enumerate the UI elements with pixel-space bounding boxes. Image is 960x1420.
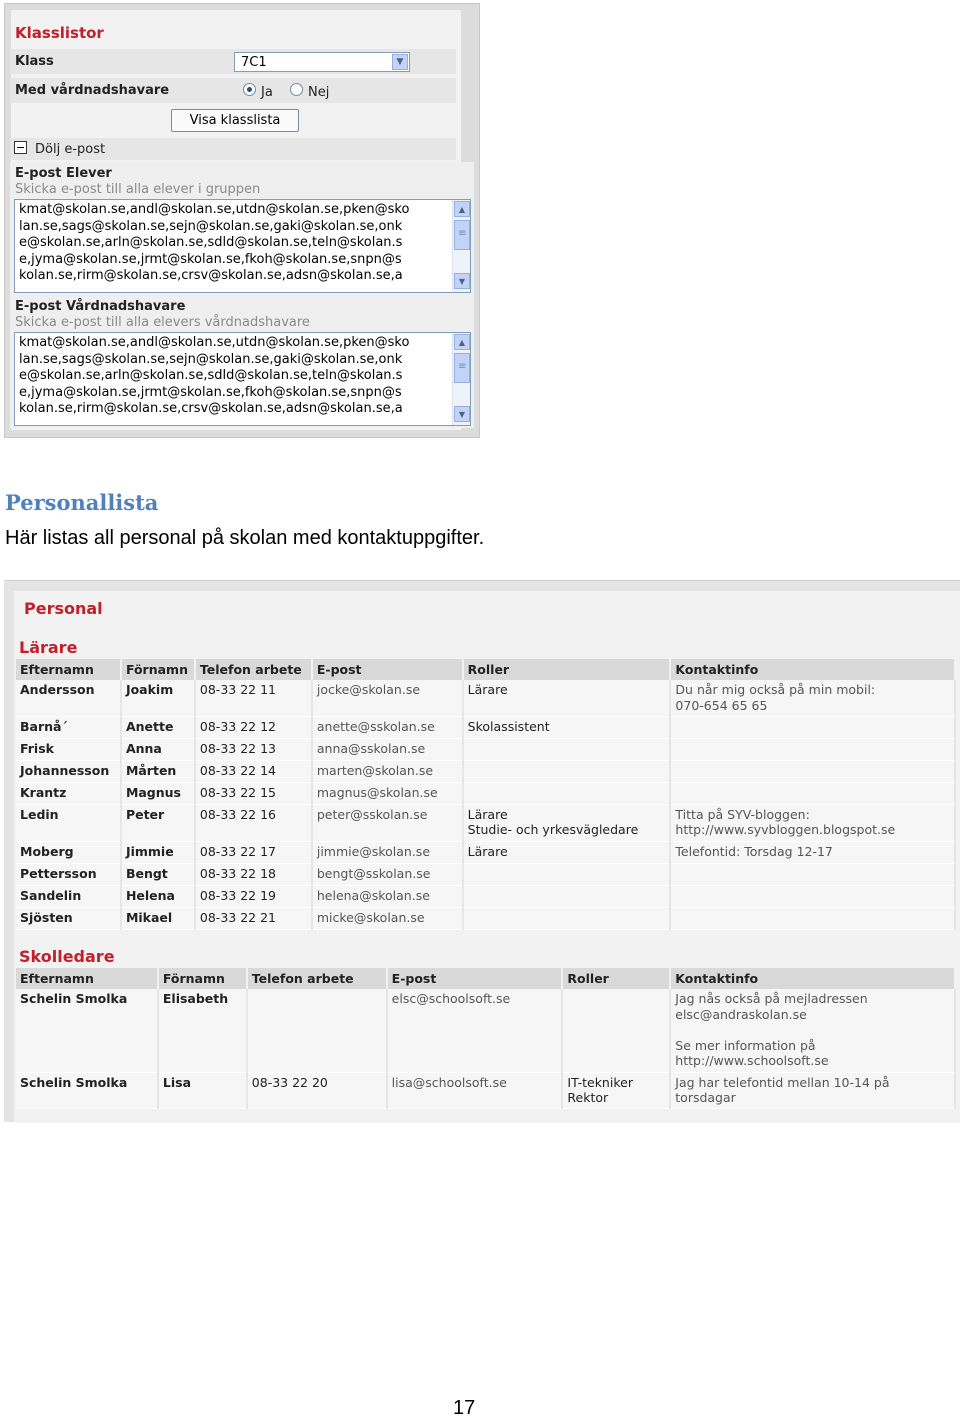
contact-info-cell [670, 738, 955, 760]
roles-cell [463, 841, 671, 863]
guardians-email-text: kmat@skolan.se,andl@skolan.se,utdn@skolan.se,pken@sko lan.se,sags@skolan.se,sejn@skolan.se,gaki@skolan.se,onk e@skolan.se,arln@skolan.se,sdld@skolan.se,teln@skolan.s e,jyma@skolan.se,jrmt@skolan.se,fkoh@skolan.se,snpn@s kolan.se,rirm@skolan.se,crsv@skolan.se,adsn@skolan.se,a [19, 335, 410, 416]
klass-label: Klass [15, 54, 54, 69]
roles-cell [463, 863, 671, 885]
column-header: Telefon arbete [195, 659, 312, 680]
contact-info-cell [670, 885, 955, 907]
contact-info-cell [670, 760, 955, 782]
table-row [16, 1072, 955, 1108]
email-cell[interactable] [312, 738, 463, 760]
teachers-title: Lärare [19, 638, 78, 657]
first-name-cell-text: Peter [125, 806, 165, 822]
contact-info-cell [670, 804, 955, 841]
roles-cell [463, 804, 671, 841]
hide-email-link[interactable]: Dölj e-post [35, 142, 106, 157]
email-cell[interactable] [312, 716, 463, 738]
first-name-cell [121, 782, 195, 804]
last-name-cell-text: Moberg [20, 843, 74, 859]
email-cell[interactable] [312, 760, 463, 782]
contact-info-cell [670, 1072, 955, 1108]
scroll-up-icon[interactable]: ▲ [454, 201, 470, 217]
email-cell[interactable] [312, 782, 463, 804]
first-name-cell-text: Helena [125, 887, 175, 903]
first-name-cell [121, 716, 195, 738]
contact-info-cell [670, 782, 955, 804]
students-email-subtitle[interactable]: Skicka e-post till alla elever i gruppen [15, 182, 261, 197]
column-header: Kontaktinfo [670, 659, 955, 680]
first-name-cell [121, 804, 195, 841]
email-cell[interactable] [387, 1072, 563, 1108]
guardians-email-title: E-post Vårdnadshavare [15, 299, 186, 314]
guardians-email-subtitle[interactable]: Skicka e-post till alla elevers vårdnadshavare [15, 315, 310, 330]
email-cell[interactable] [312, 680, 463, 716]
collapse-icon[interactable] [14, 141, 27, 154]
email-cell[interactable] [312, 907, 463, 929]
column-header: Telefon arbete [247, 968, 387, 989]
email-cell-text: jimmie@skolan.se [316, 843, 431, 859]
table-row [16, 782, 955, 804]
contact-info-cell-text: Telefontid: Torsdag 12-17 [675, 843, 833, 859]
last-name-cell-text: Sandelin [20, 887, 82, 903]
phone-cell-text: 08-33 22 15 [199, 784, 276, 800]
teachers-table [16, 659, 956, 930]
roles-cell [463, 760, 671, 782]
roles-cell [463, 716, 671, 738]
email-cell[interactable] [312, 863, 463, 885]
last-name-cell [16, 760, 121, 782]
email-cell-text: micke@skolan.se [316, 909, 425, 925]
scrollbar[interactable] [452, 333, 470, 425]
first-name-cell-text: Bengt [125, 865, 168, 881]
roles-cell [562, 1072, 670, 1108]
first-name-cell-text: Joakim [125, 682, 174, 697]
last-name-cell-text: Frisk [20, 740, 54, 756]
last-name-cell-text: Schelin Smolka [20, 991, 128, 1006]
roles-cell-text: Lärare Studie- och yrkesvägledare [467, 806, 639, 837]
roles-cell [463, 885, 671, 907]
email-cell[interactable] [312, 885, 463, 907]
last-name-cell [16, 738, 121, 760]
contact-info-cell [670, 989, 955, 1072]
roles-cell-text: IT-tekniker Rektor [567, 1074, 633, 1105]
first-name-cell [121, 885, 195, 907]
email-cell-text: peter@sskolan.se [316, 806, 428, 822]
phone-cell-text: 08-33 22 13 [199, 740, 276, 756]
students-email-textarea[interactable] [14, 199, 471, 293]
contact-info-cell-text: Jag nås också på mejladressen elsc@andraskolan.se Se mer information på http://www.schoolsoft.se [675, 991, 868, 1068]
phone-cell-text: 08-33 22 17 [199, 843, 276, 859]
first-name-cell-text: Magnus [125, 784, 181, 800]
first-name-cell-text: Lisa [162, 1074, 191, 1090]
first-name-cell [121, 841, 195, 863]
email-cell[interactable] [387, 989, 563, 1072]
first-name-cell-text: Jimmie [125, 843, 174, 859]
first-name-cell [121, 760, 195, 782]
phone-cell-text: 08-33 22 14 [199, 762, 276, 778]
contact-info-cell-text: Jag har telefontid mellan 10-14 på torsdagar [675, 1074, 890, 1105]
first-name-cell-text: Mikael [125, 909, 173, 925]
column-header: Efternamn [16, 659, 121, 680]
last-name-cell [16, 841, 121, 863]
table-row [16, 716, 955, 738]
phone-cell [247, 1072, 387, 1108]
principals-table [16, 968, 956, 1109]
contact-info-cell-text: Titta på SYV-bloggen: http://www.syvbloggen.blogspot.se [675, 806, 896, 837]
table-row [16, 885, 955, 907]
radio-yes[interactable] [243, 83, 256, 96]
last-name-cell-text: Ledin [20, 806, 59, 822]
roles-cell [463, 738, 671, 760]
last-name-cell [16, 907, 121, 929]
phone-cell [195, 680, 312, 716]
roles-cell [463, 680, 671, 716]
phone-cell [195, 782, 312, 804]
radio-no[interactable] [290, 83, 303, 96]
first-name-cell-text: Anna [125, 740, 162, 756]
last-name-cell [16, 885, 121, 907]
phone-cell-text: 08-33 22 21 [199, 909, 276, 925]
scroll-up-icon[interactable]: ▲ [454, 334, 470, 350]
email-cell[interactable] [312, 841, 463, 863]
klass-select[interactable] [234, 52, 410, 72]
phone-cell [195, 863, 312, 885]
contact-info-cell [670, 680, 955, 716]
email-cell[interactable] [312, 804, 463, 841]
contact-info-cell [670, 863, 955, 885]
phone-cell-text: 08-33 22 18 [199, 865, 276, 881]
phone-cell-text: 08-33 22 11 [199, 682, 276, 697]
roles-cell-text: Lärare [467, 843, 508, 859]
first-name-cell [121, 907, 195, 929]
first-name-cell-text: Elisabeth [162, 991, 229, 1006]
last-name-cell-text: Sjösten [20, 909, 73, 925]
scroll-thumb[interactable] [454, 220, 470, 250]
roles-cell-text: Skolassistent [467, 718, 550, 734]
phone-cell [195, 804, 312, 841]
column-header: Förnamn [121, 659, 195, 680]
last-name-cell [16, 782, 121, 804]
page-number: 17 [453, 1397, 476, 1419]
show-class-list-button[interactable]: Visa klasslista [171, 109, 299, 132]
phone-cell [195, 738, 312, 760]
phone-cell [195, 841, 312, 863]
last-name-cell-text: Krantz [20, 784, 67, 800]
phone-cell [195, 760, 312, 782]
email-cell-text: anna@sskolan.se [316, 740, 426, 756]
last-name-cell [16, 989, 158, 1072]
last-name-cell-text: Barnå´ [20, 718, 68, 734]
first-name-cell-text: Anette [125, 718, 174, 734]
last-name-cell [16, 863, 121, 885]
table-row [16, 863, 955, 885]
last-name-cell-text: Pettersson [20, 865, 97, 881]
email-cell-text: helena@skolan.se [316, 887, 430, 903]
last-name-cell-text: Schelin Smolka [20, 1074, 128, 1090]
phone-cell-text: 08-33 22 16 [199, 806, 276, 822]
phone-cell-text: 08-33 22 19 [199, 887, 276, 903]
last-name-cell-text: Andersson [20, 682, 95, 697]
personal-title: Personal [24, 599, 103, 618]
table-row [16, 989, 955, 1072]
email-cell-text: marten@skolan.se [316, 762, 434, 778]
phone-cell-text: 08-33 22 20 [251, 1074, 328, 1090]
phone-cell [247, 989, 387, 1072]
contact-info-cell-text: Du når mig också på min mobil: 070-654 65 65 [675, 682, 876, 713]
last-name-cell [16, 804, 121, 841]
column-header: Roller [562, 968, 670, 989]
first-name-cell [158, 989, 247, 1072]
table-row [16, 907, 955, 929]
klass-select-value: 7C1 [241, 55, 267, 70]
first-name-cell [121, 738, 195, 760]
first-name-cell-text: Mårten [125, 762, 177, 778]
table-row [16, 738, 955, 760]
roles-cell [463, 782, 671, 804]
column-header: Efternamn [16, 968, 158, 989]
students-email-text: kmat@skolan.se,andl@skolan.se,utdn@skolan.se,pken@sko lan.se,sags@skolan.se,sejn@skolan.se,gaki@skolan.se,onk e@skolan.se,arln@skolan.se,sdld@skolan.se,teln@skolan.s e,jyma@skolan.se,jrmt@skolan.se,fkoh@skolan.se,snpn@s kolan.se,rirm@skolan.se,crsv@skolan.se,adsn@skolan.se,a [19, 202, 410, 283]
phone-cell [195, 716, 312, 738]
column-header: E-post [387, 968, 563, 989]
contact-info-cell [670, 907, 955, 929]
roles-cell-text: Lärare [467, 682, 508, 697]
first-name-cell [121, 863, 195, 885]
column-header: E-post [312, 659, 463, 680]
email-cell-text: bengt@sskolan.se [316, 865, 431, 881]
phone-cell-text: 08-33 22 12 [199, 718, 276, 734]
radio-no-label: Nej [308, 85, 330, 100]
first-name-cell [121, 680, 195, 716]
first-name-cell [158, 1072, 247, 1108]
section-heading: Personallista [5, 490, 159, 515]
phone-cell [195, 885, 312, 907]
guardians-label: Med vårdnadshavare [15, 83, 170, 98]
email-cell-text: lisa@schoolsoft.se [391, 1074, 507, 1090]
table-row [16, 680, 955, 716]
last-name-cell [16, 680, 121, 716]
last-name-cell [16, 1072, 158, 1108]
roles-cell [463, 907, 671, 929]
klasslistor-title: Klasslistor [15, 24, 104, 42]
radio-yes-label: Ja [261, 85, 273, 100]
column-header: Kontaktinfo [670, 968, 955, 989]
table-row [16, 841, 955, 863]
phone-cell [195, 907, 312, 929]
chevron-down-icon[interactable]: ▼ [392, 54, 408, 70]
email-cell-text: anette@sskolan.se [316, 718, 435, 734]
email-cell-text: jocke@skolan.se [316, 682, 421, 697]
last-name-cell-text: Johannesson [20, 762, 110, 778]
email-cell-text: elsc@schoolsoft.se [391, 991, 511, 1006]
column-header: Förnamn [158, 968, 247, 989]
roles-cell [562, 989, 670, 1072]
email-cell-text: magnus@skolan.se [316, 784, 438, 800]
last-name-cell [16, 716, 121, 738]
table-row [16, 804, 955, 841]
column-header: Roller [463, 659, 671, 680]
scroll-down-icon[interactable]: ▼ [454, 273, 470, 289]
contact-info-cell [670, 841, 955, 863]
contact-info-cell [670, 716, 955, 738]
scroll-thumb[interactable] [454, 353, 470, 383]
section-description: Här listas all personal på skolan med kontaktuppgifter. [5, 527, 485, 549]
scrollbar[interactable] [452, 200, 470, 292]
guardians-email-textarea[interactable] [14, 332, 471, 426]
scroll-down-icon[interactable]: ▼ [454, 406, 470, 422]
table-row [16, 760, 955, 782]
principals-title: Skolledare [19, 947, 115, 966]
students-email-title: E-post Elever [15, 166, 112, 181]
